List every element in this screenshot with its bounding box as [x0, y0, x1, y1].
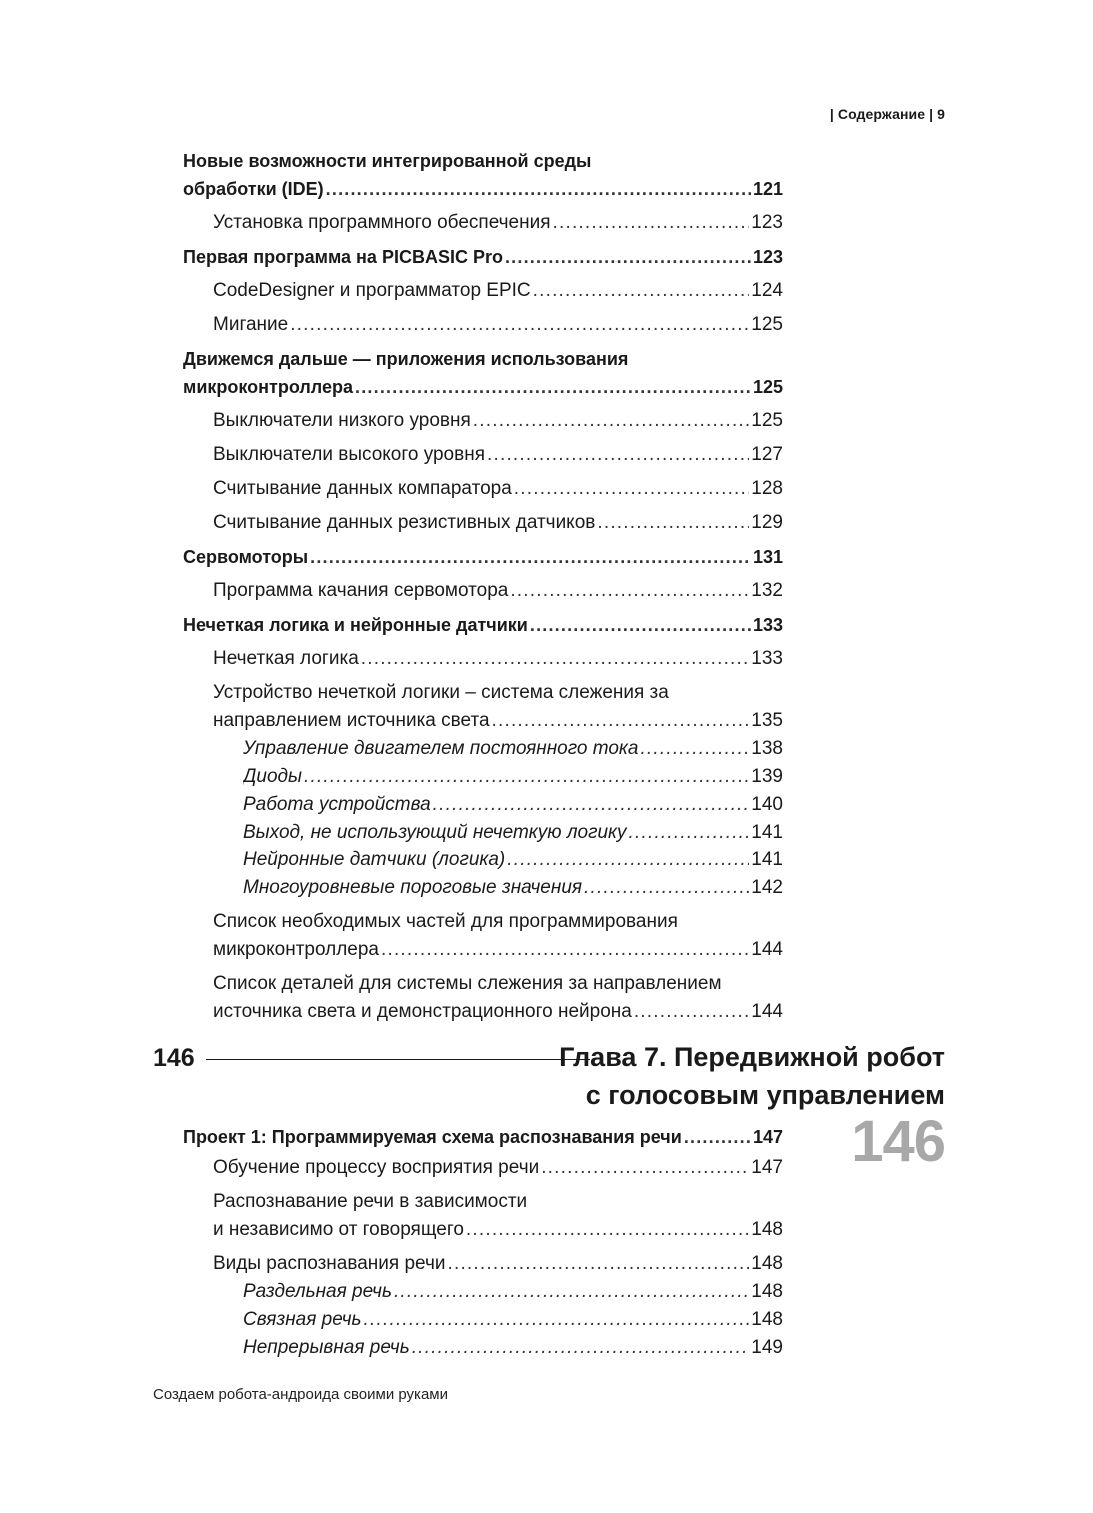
toc-line — [183, 374, 783, 400]
toc-page-number: 142 — [751, 877, 783, 898]
toc-entry-title: Нечеткая логика и нейронные датчики — [183, 615, 528, 635]
toc-entry-title: Список деталей для системы слежения за направлением — [213, 973, 722, 994]
toc-page-number: 129 — [751, 512, 783, 533]
toc-line — [213, 937, 783, 963]
dot-leader — [433, 792, 750, 818]
toc-entry-title: Выключатели высокого уровня — [213, 444, 486, 465]
toc-entry-title: Установка программного обеспечения — [213, 212, 551, 233]
dot-leader — [304, 764, 749, 790]
toc-page-number: 131 — [752, 547, 783, 567]
toc-entry-title: Виды распознавания речи — [213, 1253, 446, 1274]
dot-leader — [361, 646, 750, 672]
toc-entry-title: Выход, не использующий нечеткую логику — [243, 822, 627, 843]
toc-entry-title: направлением источника света — [213, 710, 490, 731]
toc-line — [213, 1217, 783, 1243]
toc-line — [183, 176, 783, 202]
toc-page-number: 133 — [752, 615, 783, 635]
toc-line — [213, 680, 783, 706]
toc-line — [243, 1335, 783, 1361]
toc-page-number: 124 — [751, 280, 783, 301]
toc-entry-title: Считывание данных резистивных датчиков — [213, 512, 596, 533]
toc-page-number: 132 — [751, 580, 783, 601]
toc-line — [213, 578, 783, 604]
chapter-title-line-2: с голосовым управлением — [585, 1080, 945, 1110]
toc-page-number: 141 — [751, 822, 783, 843]
toc-entry-title: Новые возможности интегрированной среды — [183, 151, 592, 171]
chapter-rule — [206, 1059, 590, 1060]
dot-leader — [530, 612, 751, 638]
dot-leader — [326, 176, 751, 202]
dot-leader — [510, 578, 749, 604]
toc-entry-title: Обучение процессу восприятия речи — [213, 1157, 540, 1178]
toc-entry-title: Распознавание речи в зависимости — [213, 1191, 528, 1212]
dot-leader — [492, 708, 750, 734]
toc-entry-title: Выключатели низкого уровня — [213, 410, 471, 431]
toc-line — [213, 408, 783, 434]
toc-line — [243, 847, 783, 873]
toc-page-number: 147 — [752, 1127, 783, 1147]
toc-entry-title: Устройство нечеткой логики – система слежения за — [213, 682, 669, 703]
toc-line — [243, 875, 783, 901]
running-head: | Содержание | 9 — [829, 106, 945, 122]
toc-entry-title: обработки (IDE) — [183, 179, 324, 199]
toc-entry-title: Считывание данных компаратора — [213, 478, 512, 499]
toc-line — [213, 971, 783, 997]
toc-line — [243, 792, 783, 818]
toc-line — [213, 1155, 783, 1181]
toc-page-number: 121 — [752, 179, 783, 199]
toc-line — [213, 909, 783, 935]
dot-leader — [553, 210, 750, 236]
toc-page-number: 141 — [751, 849, 783, 870]
toc-page-number: 147 — [751, 1157, 783, 1178]
toc-line — [213, 476, 783, 502]
dot-leader — [394, 1279, 749, 1305]
toc-entry-title: Мигание — [213, 314, 289, 335]
toc-line — [213, 278, 783, 304]
dot-leader — [541, 1155, 749, 1181]
dot-leader — [640, 736, 749, 762]
dot-leader — [466, 1217, 749, 1243]
toc-entry-title: Раздельная речь — [243, 1281, 392, 1302]
toc-line — [213, 708, 783, 734]
toc-line — [183, 612, 783, 638]
toc-entry-title: Связная речь — [243, 1309, 362, 1330]
toc-page-number: 125 — [752, 377, 783, 397]
toc-page-number: 140 — [751, 794, 783, 815]
dot-leader — [448, 1251, 750, 1277]
toc-entry-title: Проект 1: Программируемая схема распознавания речи — [183, 1127, 682, 1147]
dot-leader — [412, 1335, 750, 1361]
dot-leader — [290, 312, 749, 338]
toc-entry-title: Нечеткая логика — [213, 648, 359, 669]
toc-page-number: 144 — [751, 939, 783, 960]
toc-entry-title: Программа качания сервомотора — [213, 580, 509, 601]
chapter-page-number: 146 — [153, 1044, 195, 1072]
dot-leader — [364, 1307, 750, 1333]
toc-page-number: 138 — [751, 738, 783, 759]
toc-entry-title: Работа устройства — [243, 794, 431, 815]
dot-leader — [487, 442, 749, 468]
toc-entry-title: Движемся дальше — приложения использования — [183, 349, 629, 369]
toc-entry-title: и независимо от говорящего — [213, 1219, 464, 1240]
toc-line — [183, 148, 783, 174]
toc-line — [213, 999, 783, 1025]
toc-line — [213, 442, 783, 468]
toc-page-number: 148 — [751, 1309, 783, 1330]
dot-leader — [629, 820, 750, 846]
toc-line — [213, 1189, 783, 1215]
toc-entry-title: Первая программа на PICBASIC Pro — [183, 247, 503, 267]
dot-leader — [634, 999, 749, 1025]
toc-entry-title: CodeDesigner и программатор EPIC — [213, 280, 531, 301]
toc-entry-title: источника света и демонстрационного нейрона — [213, 1001, 632, 1022]
toc-line — [243, 1279, 783, 1305]
toc-line — [243, 736, 783, 762]
toc-page-number: 125 — [751, 314, 783, 335]
toc-page-number: 125 — [751, 410, 783, 431]
toc-entry-title: Диоды — [243, 766, 302, 787]
toc-page-number: 144 — [751, 1001, 783, 1022]
chapter-big-number: 146 — [851, 1109, 945, 1174]
toc-entry-title: Сервомоторы — [183, 547, 309, 567]
toc-entry-title: Управление двигателем постоянного тока — [243, 738, 639, 759]
dot-leader — [684, 1124, 751, 1150]
toc-page-number: 123 — [752, 247, 783, 267]
dot-leader — [381, 937, 749, 963]
toc-page-number: 148 — [751, 1253, 783, 1274]
dot-leader — [597, 510, 749, 536]
toc-page-number: 133 — [751, 648, 783, 669]
toc-page-number: 135 — [751, 710, 783, 731]
dot-leader — [533, 278, 750, 304]
footer-book-title: Создаем робота-андроида своими руками — [153, 1386, 448, 1403]
toc-line — [213, 312, 783, 338]
toc-entry-title: микроконтроллера — [213, 939, 379, 960]
dot-leader — [505, 244, 751, 270]
dot-leader — [507, 847, 749, 873]
toc-line — [213, 1251, 783, 1277]
toc-entry-title: Список необходимых частей для программирования — [213, 911, 678, 932]
toc-line — [213, 646, 783, 672]
toc-page-number: 148 — [751, 1281, 783, 1302]
toc-line — [243, 764, 783, 790]
toc-entry-title: Непрерывная речь — [243, 1337, 410, 1358]
toc-line — [183, 1124, 783, 1150]
toc-line — [213, 510, 783, 536]
chapter-title-line-1: Глава 7. Передвижной робот — [559, 1042, 945, 1072]
toc-entry-title: микроконтроллера — [183, 377, 354, 397]
toc-page-number: 148 — [751, 1219, 783, 1240]
toc-line — [183, 544, 783, 570]
toc-page-number: 127 — [751, 444, 783, 465]
toc-line — [243, 820, 783, 846]
dot-leader — [514, 476, 750, 502]
toc-page-number: 149 — [751, 1337, 783, 1358]
toc-line — [183, 346, 783, 372]
toc-page-number: 139 — [751, 766, 783, 787]
dot-leader — [584, 875, 749, 901]
dot-leader — [473, 408, 750, 434]
dot-leader — [355, 374, 751, 400]
toc-entry-title: Нейронные датчики (логика) — [243, 849, 506, 870]
toc-page-number: 123 — [751, 212, 783, 233]
dot-leader — [310, 544, 751, 570]
toc-line — [213, 210, 783, 236]
toc-page-number: 128 — [751, 478, 783, 499]
toc-line — [183, 244, 783, 270]
toc-line — [243, 1307, 783, 1333]
toc-entry-title: Многоуровневые пороговые значения — [243, 877, 583, 898]
